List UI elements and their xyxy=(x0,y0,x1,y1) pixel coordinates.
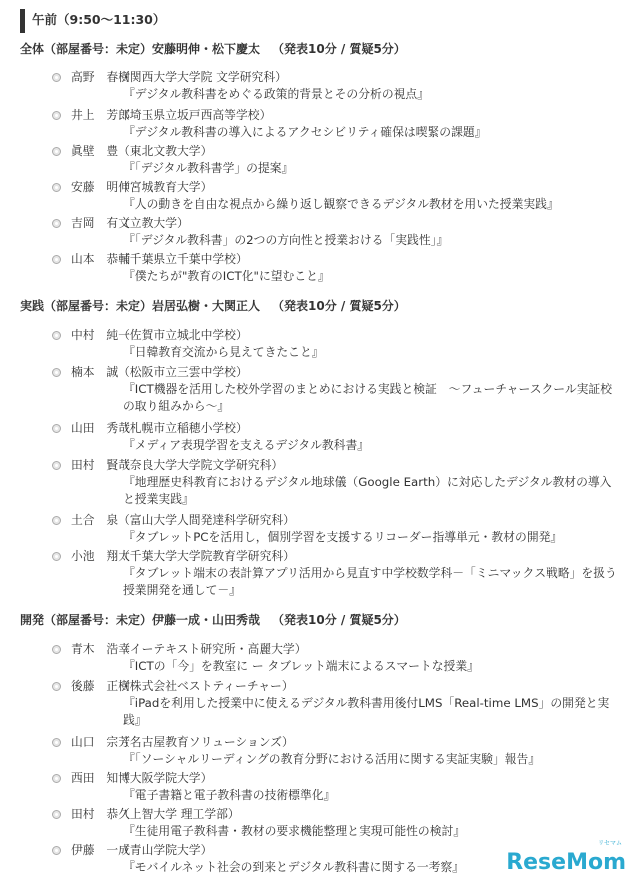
presentation-title: 『ICT機器を活用した校外学習のまとめにおける実践と検証 ～フューチャースクール実証校の取り組みから～』 xyxy=(123,382,613,413)
section-header-practice xyxy=(20,298,406,314)
list-item xyxy=(52,770,622,804)
bullet-icon xyxy=(52,738,61,747)
heading-bar xyxy=(20,9,25,33)
presenter-name: 眞壁 豊 xyxy=(71,144,119,158)
list-item xyxy=(52,420,622,454)
presenter-affiliation: （立教大学） xyxy=(118,216,189,230)
presenter-affiliation: （青山学院大学） xyxy=(118,843,213,857)
presenter-affiliation: （東北文教大学） xyxy=(118,144,213,158)
presentation-title: 『生徒用電子教科書・教材の要求機能整理と実現可能性の検討』 xyxy=(123,824,466,838)
presenter-affiliation: （奈良大学大学院文学研究科） xyxy=(118,458,284,472)
section-header-general xyxy=(20,41,406,57)
list-item xyxy=(52,641,622,675)
section-title: 全体（部屋番号：未定）安藤明伸・松下慶太 xyxy=(20,42,261,56)
presenter-name: 田村 恭久 xyxy=(71,807,130,821)
list-item xyxy=(52,327,622,361)
bullet-icon xyxy=(52,810,61,819)
presenter-affiliation: （イーテキスト研究所・高麗大学） xyxy=(118,642,307,656)
presenter-name: 田村 賢哉 xyxy=(71,458,130,472)
presenter-affiliation: （佐賀市立城北中学校） xyxy=(118,328,248,342)
list-item xyxy=(52,215,622,249)
watermark-tagline: リセマム xyxy=(598,840,622,847)
presentation-title: 『電子書籍と電子教科書の技術標準化』 xyxy=(123,788,336,802)
presentation-title: 『僕たちが"教育のICT化"に望むこと』 xyxy=(123,269,330,283)
bullet-icon xyxy=(52,147,61,156)
presenter-affiliation: （株式会社ベストティーチャー） xyxy=(118,679,294,693)
presenter-affiliation: （大阪学院大学） xyxy=(118,771,213,785)
bullet-icon xyxy=(52,682,61,691)
presenter-affiliation: （松阪市立三雲中学校） xyxy=(118,365,248,379)
list-item xyxy=(52,107,622,141)
presenter-name: 伊藤 一成 xyxy=(71,843,130,857)
list-item xyxy=(52,251,622,285)
section-header-development xyxy=(20,612,406,628)
presentation-title: 『デジタル教科書の導入によるアクセシビリティ確保は喫緊の課題』 xyxy=(123,125,487,139)
presentation-title: 『「デジタル教科書学」の提案』 xyxy=(123,161,294,175)
list-item xyxy=(52,69,622,103)
presentation-title: 『タブレットPCを活用し，個別学習を支援するリコーダー指導単元・教材の開発』 xyxy=(123,530,563,544)
presenter-name: 山本 恭輔 xyxy=(71,252,130,266)
presenter-name: 吉岡 有文 xyxy=(71,216,130,230)
section-note: （発表10分 / 質疑5分） xyxy=(272,613,406,627)
presentation-title: 『日韓教育交流から見えてきたこと』 xyxy=(123,345,324,359)
list-item xyxy=(52,734,622,768)
presenter-affiliation: （千葉大学大学院教育学研究科） xyxy=(118,549,295,563)
list-item xyxy=(52,364,622,415)
presentation-title: 『「ソーシャルリーディングの教育分野における活用に関する実証実験」報告』 xyxy=(123,752,541,766)
bullet-icon xyxy=(52,111,61,120)
bullet-icon xyxy=(52,219,61,228)
bullet-icon xyxy=(52,368,61,377)
resemom-logo: ReseMom xyxy=(506,850,626,875)
bullet-icon xyxy=(52,846,61,855)
presenter-name: 後藤 正樹 xyxy=(71,679,130,693)
presenter-affiliation: （名古屋教育ソリューションズ） xyxy=(118,735,294,749)
bullet-icon xyxy=(52,461,61,470)
presenter-name: 山田 秀哉 xyxy=(71,421,130,435)
presentation-title: 『人の動きを自由な視点から繰り返し観察できるデジタル教材を用いた授業実践』 xyxy=(123,197,559,211)
list-item xyxy=(52,179,622,213)
presenter-affiliation: （上智大学 理工学部） xyxy=(118,807,240,821)
presenter-name: 山口 宗芳 xyxy=(71,735,130,749)
presentation-title: 『モバイルネット社会の到来とデジタル教科書に関する一考察』 xyxy=(123,860,465,874)
list-item xyxy=(52,806,622,840)
list-item xyxy=(52,678,622,729)
bullet-icon xyxy=(52,255,61,264)
presenter-affiliation: （埼玉県立坂戸西高等学校） xyxy=(118,108,272,122)
section-note: （発表10分 / 質疑5分） xyxy=(272,42,406,56)
presenter-name: 楠本 誠 xyxy=(71,365,119,379)
presentation-title: 『ICTの「今」を教室に ー タブレット端末によるスマートな授業』 xyxy=(123,659,479,673)
presenter-affiliation: （富山大学人間発達科学研究科） xyxy=(118,513,295,527)
section-note: （発表10分 / 質疑5分） xyxy=(272,299,406,313)
list-item xyxy=(52,143,622,177)
bullet-icon xyxy=(52,331,61,340)
presenter-name: 高野 春樹 xyxy=(71,70,130,84)
presentation-title: 『「デジタル教科書」の2つの方向性と授業おける「実践性」』 xyxy=(123,233,449,247)
bullet-icon xyxy=(52,645,61,654)
session-heading: 午前（9:50～11:30） xyxy=(32,12,166,27)
section-title: 開発（部屋番号：未定）伊藤一成・山田秀哉 xyxy=(20,613,261,627)
presenter-affiliation: （札幌市立稲穂小学校） xyxy=(118,421,248,435)
bullet-icon xyxy=(52,183,61,192)
bullet-icon xyxy=(52,774,61,783)
presenter-name: 小池 翔太 xyxy=(71,549,130,563)
list-item xyxy=(52,548,622,599)
presentation-title: 『タブレット端末の表計算アプリ活用から見直す中学校数学科－「ミニマックス戦略」を扱う授業開発を通して－』 xyxy=(123,566,617,597)
bullet-icon xyxy=(52,73,61,82)
presenter-affiliation: （宮城教育大学） xyxy=(118,180,213,194)
presenter-name: 中村 純一 xyxy=(71,328,130,342)
presentation-title: 『デジタル教科書をめぐる政策的背景とその分析の視点』 xyxy=(123,87,430,101)
section-title: 実践（部屋番号：未定）岩居弘樹・大関正人 xyxy=(20,299,261,313)
list-item xyxy=(52,512,622,546)
presenter-name: 安藤 明伸 xyxy=(71,180,130,194)
list-item xyxy=(52,457,622,508)
presenter-name: 土合 泉 xyxy=(71,513,119,527)
presenter-affiliation: （千葉県立千葉中学校） xyxy=(118,252,248,266)
presentation-title: 『メディア表現学習を支えるデジタル教科書』 xyxy=(123,438,370,452)
presentation-title: 『iPadを利用した授業中に使えるデジタル教科書用後付LMS「Real-time LMS」の開発と実践』 xyxy=(123,696,610,727)
presentation-title: 『地理歴史科教育におけるデジタル地球儀（Google Earth）に対応したデジタル教材の導入と授業実践』 xyxy=(123,475,612,506)
presenter-name: 青木 浩幸 xyxy=(71,642,130,656)
bullet-icon xyxy=(52,552,61,561)
bullet-icon xyxy=(52,516,61,525)
presenter-name: 井上 芳郎 xyxy=(71,108,130,122)
presenter-affiliation: （関西大学大学院 文学研究科） xyxy=(118,70,287,84)
presenter-name: 西田 知博 xyxy=(71,771,130,785)
bullet-icon xyxy=(52,424,61,433)
